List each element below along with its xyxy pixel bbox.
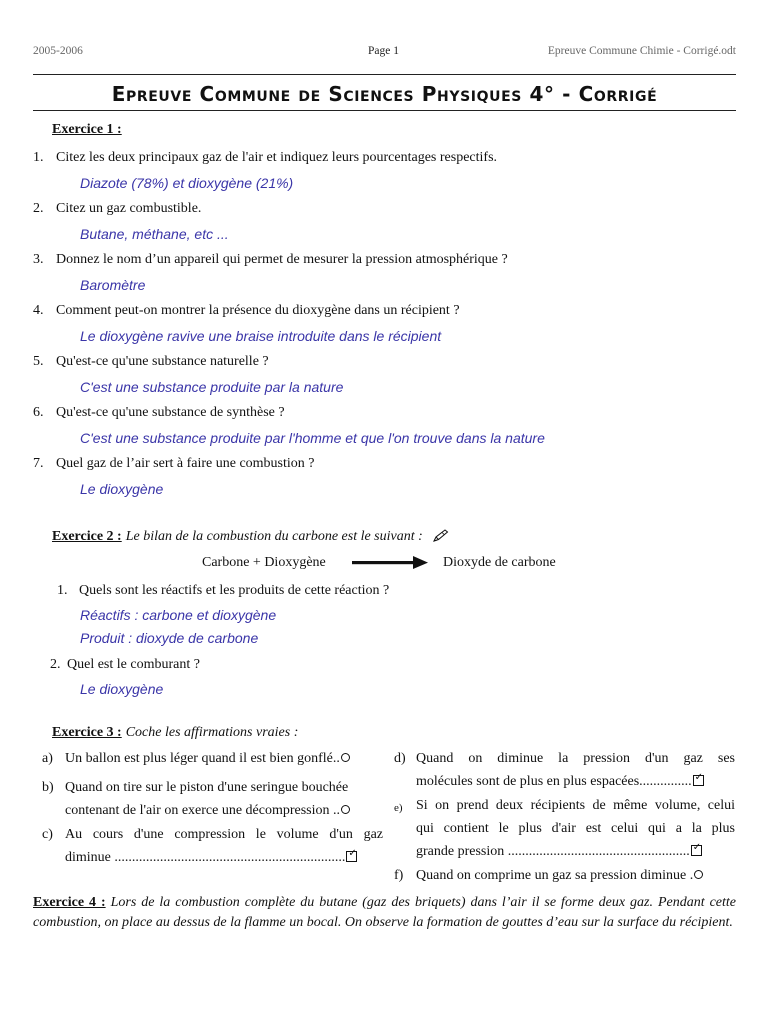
option-letter: c) [42, 827, 53, 842]
reaction-arrow-icon [352, 556, 428, 575]
answer-text: Produit : dioxyde de carbone [80, 630, 259, 646]
option-text: Quand on diminue la pression d'un gaz ses [416, 751, 735, 766]
checkbox-checked[interactable] [693, 772, 704, 786]
question-text: Comment peut-on montrer la présence du dioxygène dans un récipient ? [56, 303, 460, 318]
option-text: molécules sont de plus en plus espacées............... [416, 774, 692, 789]
header-page: Page 1 [368, 45, 399, 57]
question-number: 5. [33, 354, 44, 369]
answer-text: Le dioxygène [80, 481, 164, 497]
exercise-2-heading [52, 527, 449, 547]
exercise-3-heading [52, 723, 298, 741]
exercise-2-intro: Le bilan de la combustion du carbone est le suivant : [125, 529, 423, 544]
exercise-3-label: Exercice 3 : [52, 725, 122, 740]
answer-text: C'est une substance produite par l'homme et que l'on trouve dans la nature [80, 430, 545, 446]
question-text: Donnez le nom d’un appareil qui permet de mesurer la pression atmosphérique ? [56, 252, 508, 267]
option-letter: a) [42, 751, 53, 766]
answer-text: C'est une substance produite par la nature [80, 379, 344, 395]
question-text: Qu'est-ce qu'une substance de synthèse ? [56, 405, 285, 420]
question-number: 4. [33, 303, 44, 318]
option-text: Quand on tire sur le piston d'une seringue bouchée [65, 780, 349, 795]
question-number: 1. [57, 583, 68, 598]
exercise-4-text: Lors de la combustion complète du butane (gaz des briquets) dans l’air il se forme deux gaz. Pendant cette combustion, on place au dessus de la flamme un bocal. On observe la formation de gouttes d’eau sur la surface du récipient. [33, 895, 736, 930]
exercise-1-label: Exercice 1 : [52, 122, 122, 137]
question-text: Quel est le comburant ? [67, 657, 200, 672]
check-icon: ✓ [348, 848, 357, 859]
option-b [65, 776, 350, 822]
question-number: 7. [33, 456, 44, 471]
exercise-4-label: Exercice 4 : [33, 895, 106, 910]
option-c [65, 823, 383, 869]
option-text: Au cours d'une compression le volume d'un gaz [65, 827, 383, 842]
option-letter: b) [42, 780, 54, 795]
answer-text: Le dioxygène ravive une braise introduite dans le récipient [80, 328, 442, 344]
checkbox-checked[interactable] [691, 842, 702, 856]
page-title: Epreuve Commune de Sciences Physiques 4° - Corrigé [111, 82, 658, 106]
option-text: diminue .................................................................. [65, 850, 346, 865]
check-icon: ✓ [692, 842, 702, 853]
answer-text: Baromètre [80, 277, 146, 293]
option-a [65, 747, 350, 770]
title-rule-bottom [33, 110, 736, 111]
equation-reactants: Carbone + Dioxygène [202, 555, 326, 570]
radio-circle-unchecked[interactable] [694, 870, 703, 879]
radio-circle-unchecked[interactable] [341, 753, 350, 762]
question-number: 3. [33, 252, 44, 267]
option-letter: f) [394, 868, 404, 883]
question-text: Quels sont les réactifs et les produits de cette réaction ? [79, 583, 390, 598]
question-text: Citez les deux principaux gaz de l'air et indiquez leurs pourcentages respectifs. [56, 150, 498, 165]
question-number: 2. [50, 657, 61, 672]
question-text: Citez un gaz combustible. [56, 201, 202, 216]
option-f [416, 864, 703, 887]
answer-text: Diazote (78%) et dioxygène (21%) [80, 175, 294, 191]
checkbox-checked[interactable] [346, 848, 357, 862]
option-text: contenant de l'air on exerce une décompression .. [65, 803, 341, 818]
option-e [416, 794, 735, 863]
option-text: Si on prend deux récipients de même volume, celui [416, 798, 735, 813]
answer-text: Butane, méthane, etc ... [80, 226, 229, 242]
question-text: Qu'est-ce qu'une substance naturelle ? [56, 354, 269, 369]
answer-text: Réactifs : carbone et dioxygène [80, 607, 277, 623]
exercise-4-paragraph [33, 893, 736, 933]
option-text: Quand on comprime un gaz sa pression diminue . [416, 868, 694, 883]
exercise-2-label: Exercice 2 : [52, 529, 122, 544]
question-text: Quel gaz de l’air sert à faire une combustion ? [56, 456, 315, 471]
option-text: grande pression .................................................... [416, 844, 690, 859]
option-text: qui contient le plus d'air est celui qui a la plus [416, 821, 735, 836]
exercise-3-intro: Coche les affirmations vraies : [125, 725, 299, 740]
option-letter: d) [394, 751, 406, 766]
check-icon: ✓ [694, 772, 704, 783]
option-d [416, 747, 735, 793]
equation-product: Dioxyde de carbone [443, 555, 556, 570]
header-filename: Epreuve Commune Chimie - Corrigé.odt [547, 45, 736, 57]
option-text: Un ballon est plus léger quand il est bien gonflé.. [65, 751, 340, 766]
header-year: 2005-2006 [33, 45, 83, 57]
answer-text: Le dioxygène [80, 681, 164, 697]
question-number: 2. [33, 201, 44, 216]
pencil-icon [433, 529, 449, 547]
question-number: 1. [33, 150, 44, 165]
header-rule-top [33, 74, 736, 75]
question-number: 6. [33, 405, 44, 420]
option-letter: e) [394, 802, 403, 814]
radio-circle-unchecked[interactable] [341, 805, 350, 814]
